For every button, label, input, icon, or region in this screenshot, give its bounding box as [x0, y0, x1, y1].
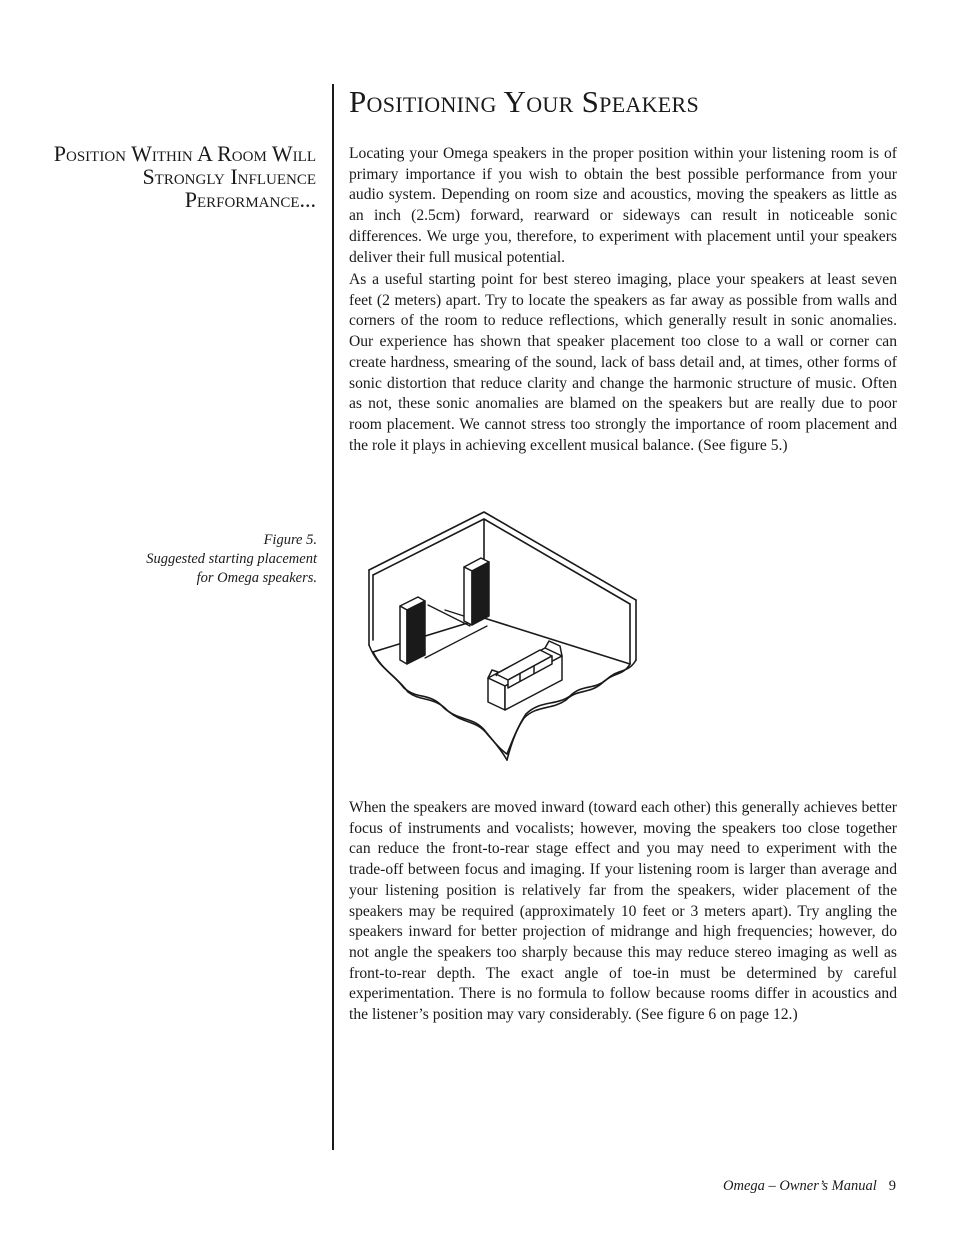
side-heading: Position Within A Room Will Strongly Influence Performance... — [53, 141, 316, 212]
figure-caption — [60, 531, 317, 588]
body-paragraph-2: As a useful starting point for best stereo imaging, place your speakers at least seven feet (2 meters) apart. Try to locate the speakers as far away as possible from walls and corners of the room to reduce reflections, which generally result in sonic anomalies. Our experience has shown that speaker placement too close to a wall or corner can create hardness, smearing of the sound, lack of bass detail and, at times, other forms of sonic distortion that reduce clarity and change the harmonic structure of music. Often as not, these sonic anomalies are blamed on the speakers but are really due to poor room placement. We cannot stress too strongly the importance of room placement and the role it plays in achieving excellent musical balance. (See figure 5.) — [349, 271, 897, 454]
room-placement-illustration — [364, 508, 640, 766]
figure-caption-line-2: Suggested starting placement — [146, 551, 317, 567]
body-paragraph-1: Locating your Omega speakers in the proper position within your listening room is of primary importance if you wish to obtain the best possible performance from your audio system. Depending on room size and acoustics, moving the speakers as little as an inch (2.5cm) forward, rearward or sideways can result in noticeable sonic differences. We urge you, therefore, to experiment with placement until your speakers deliver their full musical potential. — [349, 145, 897, 266]
page-title: Positioning Your Speakers — [349, 84, 700, 119]
figure-caption-line-3: for Omega speakers. — [196, 570, 317, 586]
page-footer — [723, 1178, 896, 1195]
room-wall-inner-outline — [373, 519, 630, 604]
sofa — [488, 641, 562, 710]
right-speaker — [464, 558, 489, 625]
column-divider — [332, 84, 334, 1150]
page-number: 9 — [888, 1178, 896, 1194]
figure-caption-number: Figure 5. — [263, 532, 317, 548]
body-paragraph-3: When the speakers are moved inward (toward each other) this generally achieves better focus of instruments and vocalists; however, moving the speakers too close together can reduce the front-to-rear stage effect and you may need to experiment with the trade-off between focus and imaging. If your listening room is larger than average and your listening position is relatively far from the speakers, wider placement of the speakers may be required (approximately 10 feet or 3 meters apart). Try angling the speakers inward for better projection of midrange and high frequencies; however, do not angle the speakers too sharply because this may reduce stereo imaging as well as front-to-rear depth. The exact angle of toe-in must be determined by careful experimentation. There is no formula to follow because rooms differ in acoustics and the listener’s position may vary considerably. (See figure 6 on page 12.) — [349, 799, 897, 1024]
left-speaker — [400, 597, 425, 664]
footer-manual-title: Omega – Owner’s Manual — [723, 1178, 877, 1194]
